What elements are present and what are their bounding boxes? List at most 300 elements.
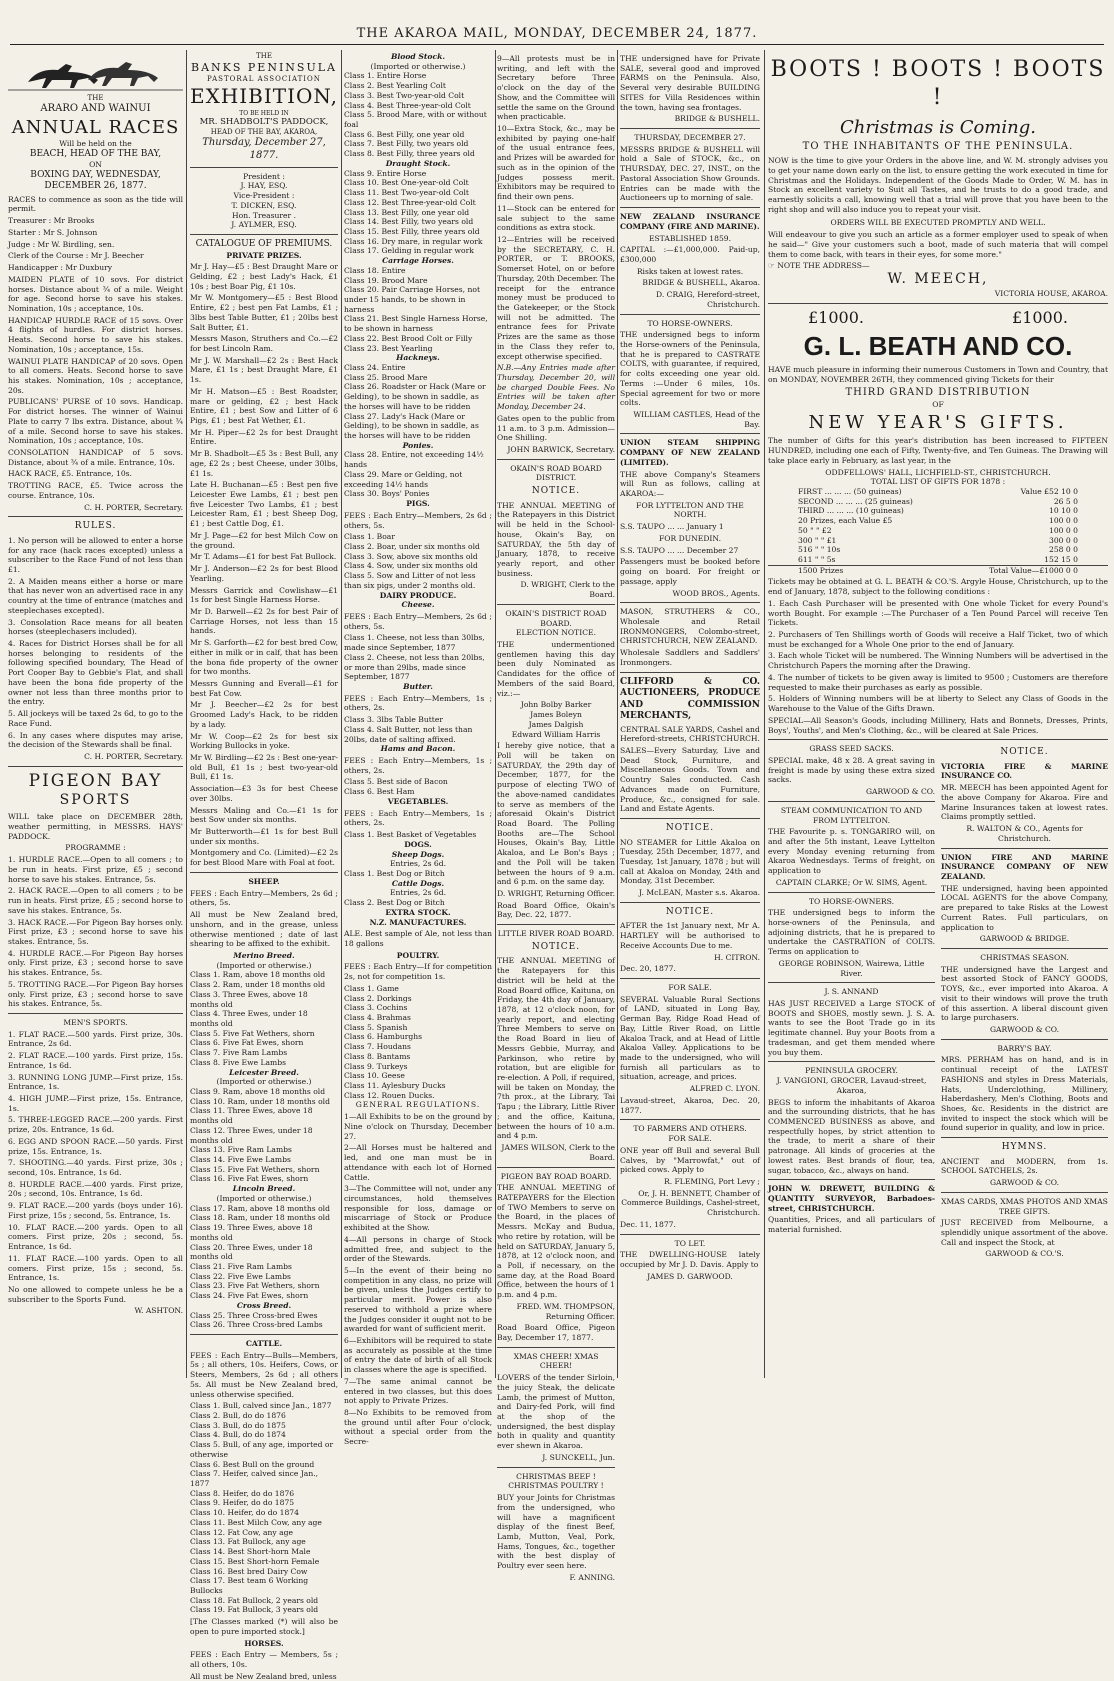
class-line: Class 21. Five Ram Lambs (190, 1261, 292, 1271)
class-line: Class 26. Roadster or Hack (Mare or Gelding), to be shown in saddle, as the horses will have to be ridden (344, 382, 486, 411)
class-line: Class 20. Three Ewes, under 18 months old (190, 1242, 313, 1262)
victoria-insurance-text: MR. MEECH has been appointed Agent for the above Company for Akaroa. Fire and Marine Insurances taken at lowest rates. Claims promptly settled. (941, 783, 1108, 822)
garwood-signature: GARWOOD & CO.'S. (985, 1249, 1064, 1259)
condition-item: 2. Purchasers of Ten Shillings worth of Goods will receive a Half Ticket, two of which must be exchanged for a Whole One prior to the end of January. (768, 630, 1108, 649)
class-line: Class 19. Fat Bullock, 3 years old (190, 1605, 319, 1615)
pigs-heading: PIGS. (406, 499, 430, 509)
condition-item: 1. Each Cash Purchaser will be presented with One whole Ticket for every Pound's worth Bought. For example :—The Purchaser of a Ten Pound Parcel will receive Ten Tickets. (768, 598, 1108, 628)
grass-seed-heading: GRASS SEED SACKS. (809, 744, 894, 754)
election-text: THE undermentioned gentlemen having this day been duly Nominated as Candidates for the office of Members of the said Board, viz.:— (497, 640, 615, 698)
sports-heading: SPORTS (59, 792, 132, 809)
column-rule (495, 50, 496, 1378)
sheep-dogs-heading: Sheep Dogs. (391, 849, 445, 859)
class-line: Class 12. Fat Cow, any age (190, 1527, 294, 1537)
private-prize: Association—£3 3s for best Cheese over 30lbs. (190, 784, 338, 803)
cattle-fees: FEES : Each Entry—Bulls—Members, 5s ; all others, 10s. Heifers, Cows, or Steers, Members, 2s 6d ; all others 5s. All must be New Zealand bred, unless otherwise specified. (190, 1350, 338, 1399)
beath-text: HAVE much pleasure in informing their numerous Customers in Town and Country, that on MONDAY, NOVEMBER 26TH, they commenced giving Tickets for their (768, 365, 1108, 385)
officer-line: Hon. Treasurer . (232, 210, 296, 220)
divider (768, 739, 1108, 740)
class-line: Class 15. Best Filly, three years old (344, 226, 480, 236)
horses-heading: HORSES. (244, 1638, 284, 1648)
ponies-heading: Ponies. (402, 440, 434, 450)
race-item: WAINUI PLATE HANDICAP of 20 sovs. Open to all comers. Heats. Second horse to save his stakes. Nomination, 10s ; acceptance, 20s. (8, 356, 183, 395)
gift-row (798, 487, 1078, 497)
subcolumn-left (768, 744, 935, 1259)
class-line: Class 11. Best Milch Cow, any age (190, 1517, 322, 1527)
programme-heading: PROGRAMME : (65, 843, 126, 853)
special-note: SPECIAL—All Season's Goods, including Millinery, Hats and Bonnets, Dresses, Prints, Boys', Youths', and Men's Clothing, &c., will be cleared at Sale Prices. (768, 715, 1108, 735)
class-line: Class 16. Five Fat Ewes, shorn (190, 1174, 309, 1184)
exhibition-location: HEAD OF THE BAY, AKAROA, (210, 128, 318, 137)
blood-stock-heading: Blood Stock. (391, 52, 445, 61)
cheese-fees: FEES : Each Entry—Members, 2s 6d ; others, 5s. (344, 611, 492, 631)
divider (497, 604, 615, 605)
gates-note: Gates open to the public from 11 a.m. to 3 p.m. Admission—One Shilling. (497, 413, 615, 443)
class-line: Class 2. Ram, under 18 months old (190, 980, 326, 990)
private-prize: Messrs Mason, Struthers and Co.—£2 for best Lincoln Ram. (190, 334, 338, 353)
draught-classes (344, 169, 492, 256)
meech-name: W. MEECH, (887, 271, 989, 288)
garwood-signature: GARWOOD & CO. (989, 1178, 1060, 1188)
gift-row (798, 497, 1078, 507)
regulation-item: 8—No Exhibits to be removed from the ground until after Four o'clock, without a special order from the Secre- (344, 1408, 492, 1447)
drewett-heading: JOHN W. DREWETT, BUILDING & QUANTITY SURVEYOR, Barbadoes-street, CHRISTCHURCH. (768, 1184, 935, 1213)
private-prize: Mr J. Anderson—£2 2s for best Blood Yearling. (190, 564, 338, 583)
gift-label: 300 " " £1 (798, 535, 837, 545)
class-line: Class 3. 3lbs Table Butter (344, 715, 443, 725)
horses-note: All must be New Zealand bred, unless (190, 1671, 337, 1681)
class-line: Class 21. Best Single Harness Horse, to be shown in harness (344, 314, 488, 334)
merino-classes (190, 970, 338, 1067)
passengers-note: Passengers must be booked before going on board. For freight or passage, apply (620, 557, 760, 586)
xmas-cheer-heading: XMAS CHEER! XMAS CHEER! (513, 1351, 599, 1371)
class-line: Class 8. Best Filly, three years old (344, 149, 475, 159)
column-rule (764, 50, 765, 1378)
divider (620, 602, 760, 603)
regulation-item: 3—The Committee will not, under any circumstances, hold themselves responsible for loss, damage or miscarriage of Stock or Produce exhibited at the Show. (344, 1184, 492, 1233)
cattle-dogs-heading: Cattle Dogs. (391, 878, 445, 888)
class-line: Class 8. Bantams (344, 1051, 411, 1061)
total-list-heading: TOTAL LIST OF GIFTS FOR 1878 : (870, 477, 1006, 487)
extra-stock-heading: EXTRA STOCK. (385, 907, 451, 917)
mens-items (8, 1030, 183, 1283)
mens-item: 9. FLAT RACE.—200 yards (boys under 16). First prize, 15s ; second, 5s. Entrance, 1s. (8, 1201, 183, 1220)
gift-value: 258 0 0 (1049, 545, 1078, 555)
race-item: MAIDEN PLATE of 10 sovs. For district horses. Distance about ¾ of a mile. Weight for age. Second horse to save his stakes. Nomination, 10s ; acceptance, 10s. (8, 274, 183, 313)
private-prize: Mr S. Garforth—£2 for best bred Cow, either in milk or in calf, that has been the bona fide property of the owner for two months. (190, 638, 338, 677)
private-prize: Mr B. Shadbolt—£5 3s : Best Bull, any age, £2 2s ; best Cheese, under 30lbs, £1 1s. (190, 449, 338, 478)
column-rule (617, 50, 618, 1378)
class-line: Class 1. Ram, above 18 months old (190, 970, 326, 980)
cattle-note: [The Classes marked (*) will also be open to pure imported stock.] (190, 1617, 338, 1636)
race-item: Treasurer : Mr Brooks (8, 216, 95, 226)
column-rule (341, 50, 342, 1378)
mens-sports-heading: MEN'S SPORTS. (63, 1017, 128, 1027)
exhibition-the: THE (256, 52, 272, 60)
garwood-signature: JAMES D. GARWOOD. (647, 1271, 733, 1281)
candidate-name: John Bolby Barker (520, 700, 592, 710)
class-line: Class 3. Sow, above six months old (344, 551, 478, 561)
mens-item: 6. EGG AND SPOON RACE.—50 yards. First prize, 15s. Entrance, 1s. (8, 1136, 183, 1156)
divider (497, 1167, 615, 1168)
cheese-classes (344, 633, 492, 682)
class-line: Class 10. Geese (344, 1071, 405, 1081)
nz-insurance-heading: NEW ZEALAND INSURANCE COMPANY (FIRE AND MARINE). (620, 212, 760, 231)
divider (768, 892, 935, 893)
beath-heading: G. L. BEATH AND CO. (803, 331, 1073, 362)
wood-bros-signature: WOOD BROS., Agents. (672, 588, 760, 598)
private-prize: Mr W. Birdling—£2 2s : Best one-year-old Bull, £1 1s ; best two-year-old Bull, £1 1s. (190, 753, 338, 782)
dogs-fees: Entries, 2s 6d. (389, 888, 446, 898)
citron-date: Dec. 20, 1877. (620, 964, 676, 974)
gift-label: 611 " " 5s (798, 555, 836, 565)
risks-note: Risks taken at lowest rates. (636, 266, 744, 276)
notice-heading: NOTICE. (1000, 747, 1049, 758)
for-sale-heading: FOR SALE. (668, 983, 712, 992)
divider (768, 303, 1108, 304)
gifts-total-value: Total Value—£1000 0 0 (989, 565, 1078, 575)
class-line: Class 6. Hamburghs (344, 1032, 423, 1042)
class-line: Class 13. Best Filly, one year old (344, 207, 470, 217)
mens-item: 11. FLAT RACE.—100 yards. Open to all comers. First prize, 15s ; second, 5s. Entrance, 1s. (8, 1253, 183, 1283)
class-line: Class 1. Bull, calved since Jan., 1877 (190, 1401, 332, 1411)
cattle-classes (190, 1401, 338, 1615)
class-line: Class 1. Game (344, 983, 399, 993)
steam-heading: STEAM COMMUNICATION TO AND FROM LYTTELTON. (780, 805, 923, 825)
cross-breed-heading: Cross Breed. (236, 1300, 292, 1310)
christmas-heading: Christmas is Coming. (840, 117, 1036, 139)
rule-item: 5. All jockeys will be taxed 2s 6d, to go to the Race Fund. (8, 709, 183, 728)
rules-signature: C. H. PORTER, Secretary. (84, 751, 183, 761)
gift-label: THIRD ... ... ... (10 guineas) (798, 506, 904, 516)
class-line: Class 6. Best Ham (344, 787, 415, 797)
regulation-item: 12—Entries will be received by the SECRETARY, C. H. PORTER, or T. BROOKS, Somerset Hotel, on or before Thursday, 20th December. The receipt for the entrance money must be produced to the Gatekeeper, or the Stock will not be admitted. The entrance fees for Private Prizes are the same as those in the Class they refer to, except otherwise specified. (497, 234, 615, 361)
divider (768, 982, 935, 983)
exhibition-held: TO BE HELD IN (239, 109, 289, 117)
subcolumn-right (941, 744, 1108, 1259)
pigeon-item: 4. HURDLE RACE.—For Pigeon Bay horses only. First prize, £3 ; second horse to save his stakes. Entrance, 5s. (8, 948, 183, 978)
gift-value: 26 5 0 (1053, 496, 1078, 506)
capital-note: CAPITAL :—£1,000,000. Paid-up, £300,000 (620, 245, 760, 264)
class-line: Class 1. Cheese, not less than 30lbs, made since September, 1877 (344, 633, 485, 653)
pigeon-item: 5. TROTTING RACE.—For Pigeon Bay horses only. First prize, £3 ; second horse to save his stakes. Entrance, 5s. (8, 979, 183, 1009)
general-regulations-heading: GENERAL REGULATIONS. (355, 1100, 481, 1110)
dunedin-route: FOR DUNEDIN. (659, 533, 721, 543)
class-line: Class 14. Best Short-horn Male (190, 1547, 311, 1557)
farmers-heading: TO FARMERS AND OTHERS. (633, 1124, 747, 1134)
private-prize: Montgomery and Co. (Limited)—£2 2s for best Blood Mare with Foal at foot. (190, 848, 338, 868)
races-intro-line: BEACH, HEAD OF THE BAY, (29, 148, 162, 159)
class-line: Class 2. Best Dog or Bitch (344, 898, 445, 908)
class-line: Class 12. Rouen Ducks. (344, 1090, 435, 1100)
anning-signature: F. ANNING. (569, 1572, 615, 1582)
dogs-fees: Entries, 2s 6d. (389, 859, 446, 869)
pounds-banner (768, 308, 1108, 328)
gift-row (798, 506, 1078, 516)
divider (620, 128, 760, 129)
class-line: Class 14. Best Filly, two years old (344, 217, 474, 227)
robinson-text: THE undersigned begs to inform the horse-owners of the Peninsula, and adjoining districts, that he is prepared to undertake the CASTRATION of COLTS. Terms on application to (768, 908, 935, 957)
nb-note: N.B.—Any Entries made after Thursday, December 20, will be charged Double Fees. No Entries will be taken after Monday, December 24. (497, 363, 615, 412)
private-prize: Mr J. Beecher—£2 2s for best Groomed Lady's Hack, to be ridden by a lady. (190, 700, 338, 729)
rules-heading: RULES. (74, 521, 117, 532)
class-line: Class 4. Three Ewes, under 18 months old (190, 1009, 308, 1028)
class-line: Class 24. Five Fat Ewes, shorn (190, 1291, 309, 1301)
exhibition-date: Thursday, December 27, 1877. (202, 137, 326, 161)
poultry-fees: FEES : Each Entry—If for competition 2s, not for competition 1s. (344, 962, 492, 982)
stock-sale-text: MESSRS BRIDGE & BUSHELL will hold a Sale of STOCK, &c., on THURSDAY, DEC. 27, INST., on the Pastoral Association Show Grounds. Entries can be made with the Auctioneers up to morning of sale. (620, 144, 760, 203)
divider (620, 1234, 760, 1235)
dogs-heading: DOGS. (404, 839, 432, 849)
vegetables-heading: VEGETABLES. (387, 796, 449, 806)
class-line: Class 23. Best Yearling (344, 343, 433, 353)
tongariro-text: THE Favourite p. s. TONGARIRO will, on and after the 5th instant, Leave Lyttelton every Monday evening returning from Akaroa Wednesdays. Terms of freight, on application to (768, 827, 935, 876)
class-line: Class 8. Five Ewe Lambs (190, 1057, 287, 1067)
annand-heading: J. S. ANNAND (824, 987, 879, 997)
conditions-list (768, 599, 1108, 714)
class-line: Class 24. Entire (344, 363, 406, 372)
little-river-heading: LITTLE RIVER ROAD BOARD. (497, 929, 615, 939)
exhibition-title: EXHIBITION, (190, 83, 338, 108)
divider (8, 1013, 183, 1014)
mens-item: 2. FLAT RACE.—100 yards. First prize, 15s. Entrance, 1s 6d. (8, 1051, 183, 1070)
private-prize: Mr H. Piper—£2 2s for best Draught Entire. (190, 427, 338, 447)
class-line: Class 1. Best Basket of Vegetables (344, 830, 477, 840)
oddfellows-hall: ODDFELLOWS' HALL, LICHFIELD-ST., CHRISTCHURCH. (825, 467, 1051, 477)
races-heading-title: ANNUAL RACES (11, 116, 180, 138)
poultry-classes (344, 984, 492, 1101)
class-line: Class 20. Pair Carriage Horses, not under 15 hands, to be shown in harness (344, 285, 481, 314)
divider (941, 1039, 1108, 1040)
column-exhibition (190, 52, 338, 1681)
class-line: Class 19. Three Ewes, above 18 months old (190, 1223, 313, 1242)
orders-heading: ORDERS WILL BE EXECUTED PROMPTLY AND WELL. (830, 218, 1046, 228)
horse-owners-heading: TO HORSE-OWNERS. (808, 896, 894, 906)
to-let-heading: TO LET. (674, 1238, 706, 1248)
fleming-signature: R. FLEMING, Port Levy ; (663, 1176, 760, 1186)
column-ads (620, 52, 760, 1377)
divider (768, 801, 935, 802)
class-line: Class 9. Heifer, do do 1875 (190, 1498, 295, 1508)
hams-heading: Hams and Bacon. (380, 744, 456, 754)
taupo-sailing: S.S. TAUPO ... ... December 27 (620, 545, 739, 555)
races-intro-line: Will be held on the (59, 138, 132, 148)
officer-line: T. DICKEN, ESQ. (231, 200, 297, 210)
class-line: Class 13. Fat Bullock, any age (190, 1537, 306, 1547)
hams-fees: FEES : Each Entry—Members, 1s ; others, 2s. (344, 756, 492, 775)
condition-item: 3. Each whole Ticket will be numbered. The Winning Numbers will be advertised in the Christchurch Papers the morning after the Drawing. (768, 651, 1108, 671)
class-line: Class 22. Best Brood Colt or Filly (344, 333, 473, 343)
column-rule (186, 50, 187, 1378)
grass-seed-text: SPECIAL make, 48 x 28. A great saving in freight is made by using these extra sized sacks. (768, 755, 935, 785)
barrys-bay-heading: BARRY'S BAY. (997, 1043, 1052, 1053)
divider (768, 1179, 935, 1180)
regulation-item: 4—All persons in charge of Stock admitted free, and subject to the order of the Stewards. (344, 1234, 492, 1264)
pigeon-bay-heading: PIGEON BAY (28, 770, 163, 791)
divider (768, 1061, 935, 1062)
divider (497, 459, 615, 460)
sheep-fees: FEES : Each Entry—Members, 2s 6d ; others, 5s. (190, 888, 338, 908)
race-item: HACK RACE, £5. Entrance, 10s. (8, 469, 132, 479)
class-line: Class 14. Five Ewe Lambs (190, 1155, 291, 1165)
divider (620, 433, 760, 434)
candidate-name: James Dalgish (528, 719, 584, 729)
of-label: OF (932, 399, 944, 409)
imported-note: (Imported or otherwise.) (216, 960, 312, 970)
divider (941, 1192, 1108, 1193)
class-line: Class 12. Three Ewes, under 18 months old (190, 1125, 313, 1145)
class-line: Class 10. Best One-year-old Colt (344, 178, 469, 188)
regulation-item: 7—The same animal cannot be entered in two classes, but this does not apply to Private Prizes. (344, 1376, 492, 1406)
class-line: Class 17. Best team 6 Working Bullocks (190, 1576, 309, 1595)
masthead-rule (10, 44, 1104, 45)
class-line: Class 13. Five Ram Lambs (190, 1145, 292, 1155)
class-line: Class 4. Salt Butter, not less than 20lbs, date of salting affixed. (344, 724, 473, 744)
class-line: Class 4. Sow, under six months old (344, 561, 478, 571)
castles-signature: WILLIAM CASTLES, Head of the Bay. (633, 410, 760, 429)
race-item: HANDICAP HURDLE RACE of 15 sovs. Over 4 flights of hurdles. For district horses. Heats. Second horse to save his stakes. Nomination, 10s ; acceptance, 15s. (8, 315, 183, 354)
established-note: ESTABLISHED 1859. (648, 233, 732, 243)
divider (190, 1334, 338, 1335)
mens-item: 10. FLAT RACE.—200 yards. Open to all comers. First prize, 20s ; second, 5s. Entrance, 1s 6d. (8, 1222, 183, 1252)
race-item: CONSOLATION HANDICAP of 5 sovs. Distance, about ¾ of a mile. Entrance, 10s. (8, 448, 183, 467)
rule-item: 3. Consolation Race means for all beaten horses (steeplechasers included). (8, 617, 183, 637)
class-line: Class 12. Best Three-year-old Colt (344, 197, 476, 207)
class-line: Class 5. Best side of Bacon (344, 777, 448, 787)
gift-value: 100 0 0 (1049, 516, 1078, 526)
sheep-note: All must be New Zealand bred, unshorn, and in the grease, unless otherwise mentioned ; date of last shearing to be affixed to the exhibit. (190, 910, 338, 949)
imported-note: (Imported or otherwise.) (370, 61, 466, 71)
class-line: Class 23. Five Fat Wethers, shorn (190, 1281, 320, 1291)
hams-classes (344, 777, 492, 796)
class-line: Class 17. Ram, above 18 months old (190, 1203, 330, 1213)
blood-classes (344, 71, 492, 158)
private-prize: Mr Butterworth—£1 1s for best Bull under six months. (190, 827, 338, 846)
class-line: Class 27. Lady's Hack (Mare or Gelding), to be shown in saddle, as the horses will have to be ridden (344, 411, 479, 441)
class-line: Class 4. Best Three-year-old Colt (344, 100, 471, 110)
divider (620, 314, 760, 315)
class-line: Class 28. Entire, not exceeding 14½ hands (344, 450, 484, 470)
xmas-cards-heading: XMAS CARDS, XMAS PHOTOS AND XMAS TREE GIFTS. (941, 1196, 1108, 1216)
class-line: Class 1. Entire Horse (344, 71, 427, 81)
ponies-classes (344, 450, 492, 499)
gift-label: 20 Prizes, each Value £5 (798, 516, 893, 526)
regulation-item: 6—Exhibitors will be required to state as accurately as possible at the time of entry the date of birth of all Stock in classes where the age is specified. (344, 1336, 492, 1375)
private-prize: Messrs Garrick and Cowlishaw—£1 1s for best Single Harness Horse. (190, 585, 338, 605)
private-prize: Mr T. Adams—£1 for best Fat Bullock. (190, 552, 337, 562)
pigeon-bay-rb-signature: FRED. WM. THOMPSON, Returning Officer. (516, 1301, 615, 1321)
little-river-text: THE ANNUAL MEETING of the Ratepayers for this district will be held at the Road Board office, Kaituna, on Friday, the 4th day of January, 1878, at 12 o'clock noon, for yearly report, and electing Three Members to serve on the Road Board in lieu of Messrs Gebbie, Murray, and Parkinson, who retire by rotation, but are eligible for re-election. A Poll, if required, will be taken on Monday, the 7th prox., at the Library, Tai Tapu ; the Library, Little River ; and the office, Kaituna, between the hours of 10 a.m. and 4 p.m. (497, 956, 615, 1141)
class-line: Class 17. Gelding in regular work (344, 246, 474, 256)
private-prizes-heading: PRIVATE PRIZES. (226, 250, 302, 260)
private-prize: Mr W. Coop—£2 2s for best six Working Bullocks in yoke. (190, 731, 338, 751)
gifts-total-count: 1500 Prizes (798, 565, 844, 575)
candidate-name: Edward William Harris (511, 729, 601, 739)
class-line: Class 25. Three Cross-bred Ewes (190, 1310, 318, 1320)
class-line: Class 25. Brood Mare (344, 372, 428, 382)
class-line: Class 29. Mare or Gelding, not exceeding 14½ hands (344, 469, 463, 489)
nz-manufactures-heading: N.Z. MANUFACTURES. (369, 917, 467, 927)
divider (190, 167, 338, 168)
regulation-item: 11—Stock can be entered for sale subject to the same conditions as extra stock. (497, 203, 615, 233)
imported-note: (Imported or otherwise.) (216, 1077, 312, 1087)
gift-label: SECOND ... ... ... (25 guineas) (798, 496, 913, 506)
mens-item: 3. RUNNING LONG JUMP.—First prize, 15s. Entrance, 1s. (8, 1072, 183, 1092)
race-item: PUBLICANS' PURSE of 10 sovs. Handicap. For district horses. The winner of Wainui Plate to carry 7 lbs extra. Distance, about ¾ of a mile. Second horse to save his stakes. Nomination, 10s ; acceptance, 10s. (8, 397, 183, 446)
leicester-heading: Leicester Breed. (229, 1067, 299, 1077)
divider (497, 924, 615, 925)
race-item: Starter : Mr S. Johnson (8, 227, 98, 237)
class-line: Class 11. Three Ewes, above 18 months old (190, 1106, 313, 1126)
mens-item: 4. HIGH JUMP.—First prize, 15s. Entrance, 1s. (8, 1094, 183, 1113)
mens-item: 7. SHOOTING.—40 yards. First prize, 30s ; second, 10s. Entrance, 1s 6d. (8, 1158, 183, 1178)
races-text (8, 195, 183, 501)
pigeon-bay-road-board-heading: PIGEON BAY ROAD BOARD. (500, 1171, 612, 1181)
boots-heading: BOOTS ! BOOTS ! BOOTS ! (770, 57, 1106, 111)
condition-item: 4. The number of tickets to be given away is limited to 9500 ; Customers are therefore requested to make their purchases as early as possible. (768, 672, 1108, 692)
central-sale-yards: CENTRAL SALE YARDS, Cashel and Hereford-streets, CHRISTCHURCH. (620, 724, 760, 744)
class-line: Class 3. Cochins (344, 1003, 408, 1013)
private-prize: Mr H. Matson—£5 : Best Roadster, mare or gelding, £2 ; best Hack Entire, £1 ; best Sow and Litter of 6 Pigs, £1 ; best Fat Wether, £1. (190, 386, 338, 425)
pounds-left: £1000. (808, 307, 864, 327)
mens-signature: W. ASHTON. (134, 1306, 183, 1316)
draught-stock-heading: Draught Stock. (385, 158, 451, 168)
class-line: Class 7. Five Ram Lambs (190, 1048, 288, 1058)
horse-owners-heading: TO HORSE-OWNERS. (647, 318, 733, 328)
sheep-dogs-classes (344, 869, 492, 879)
citron-signature: H. CITRON. (714, 952, 760, 962)
cattle-dogs-classes (344, 898, 492, 908)
class-line: Class 22. Five Ewe Lambs (190, 1271, 291, 1281)
divider (497, 1347, 615, 1348)
class-line: Class 18. Fat Bullock, 2 years old (190, 1595, 319, 1605)
ale-class: ALE. Best sample of Ale, not less than 18 gallons (344, 929, 492, 948)
races-heading (8, 94, 183, 139)
bull-date: Dec. 11, 1877. (620, 1219, 676, 1229)
xmas-cards-text: JUST RECEIVED from Melbourne, a splendidly unique assortment of the above. Call and inspect the Stock, at (941, 1218, 1108, 1247)
class-line: Class 9. Turkeys (344, 1061, 408, 1071)
candidate-name: James Boleyn (530, 710, 582, 720)
rule-item: 1. No person will be allowed to enter a horse for any race (hack races excepted) unless a subscriber to the Race Fund of not less than £1. (8, 535, 183, 574)
inhabitants-heading: TO THE INHABITANTS OF THE PENINSULA. (802, 141, 1074, 153)
lyon-text: SEVERAL Valuable Rural Sections of LAND, situated in Long Bay, German Bay, Ridge Road Head of Bay, Little River Road, on Little Akaloa Track, and at Head of Little Akaloa Valley. Applications to be made to the undersigned, who will furnish all particulars as to situation, acreage, and prices. (620, 994, 760, 1082)
races-heading-the: THE (87, 94, 104, 102)
union-fire-heading: UNION FIRE AND MARINE INSURANCE COMPANY OF NEW ZEALAND. (941, 852, 1108, 881)
lincoln-heading: Lincoln Breed. (232, 1184, 296, 1194)
subcolumns (768, 744, 1108, 1259)
class-line: Class 1. Best Dog or Bitch (344, 868, 445, 878)
condition-item: 5. Holders of Winning numbers will be at liberty to Select any Class of Goods in the Warehouse to the Value of the Gifts Drawn. (768, 694, 1108, 714)
divider (190, 234, 338, 235)
class-line: Class 5. Sow and Litter of not less than six pigs, under 2 months old. (344, 571, 476, 590)
races-signature: C. H. PORTER, Secretary. (84, 502, 183, 512)
steamer-text: NO STEAMER for Little Akaloa on Tuesday, 25th December, 1877, and Tuesday, 1st January, 1878 ; but will call at Akaloa on Monday, 24th and Monday, 31st December. (620, 837, 760, 886)
class-line: Class 11. Best Two-year-old Colt (344, 188, 469, 198)
class-line: Class 4. Brahmas (344, 1013, 411, 1022)
divider (620, 978, 760, 979)
class-line: Class 6. Best Bull on the ground (190, 1459, 315, 1469)
class-line: Class 4. Bull, do do 1874 (190, 1430, 286, 1440)
class-line: Class 3. Three Ewes, above 18 months old (190, 989, 308, 1009)
victoria-house: VICTORIA HOUSE, AKAROA. (994, 288, 1108, 298)
officer-line: President : (243, 171, 285, 181)
officer-line: J. AYLMER, ESQ. (231, 220, 297, 230)
divider (620, 902, 760, 903)
saddlers-note: Wholesale Saddlers and Saddlers' Ironmongers. (620, 648, 760, 667)
column-notices (497, 52, 616, 1582)
garwood-signature: GARWOOD & CO. (989, 1025, 1060, 1034)
class-line: Class 6. Five Fat Ewes, shorn (190, 1038, 304, 1048)
